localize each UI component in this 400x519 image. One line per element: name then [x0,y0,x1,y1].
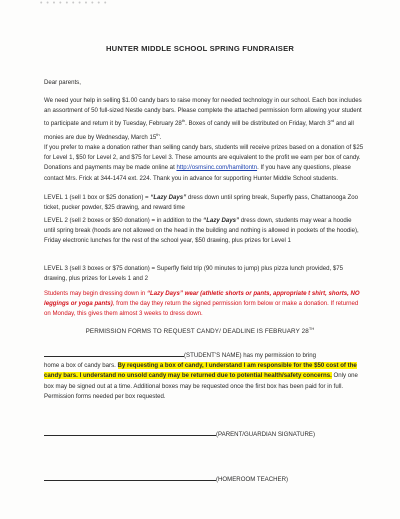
level-2-lazy-days: “Lazy Days” [203,217,240,224]
homeroom-teacher-field[interactable] [44,474,216,481]
donation-paragraph [44,143,364,184]
student-name-label: (STUDENT’S NAME) has my permission to bring [184,352,317,359]
homeroom-teacher-label: (HOMEROOM TEACHER) [216,476,288,483]
student-name-field[interactable] [44,350,184,357]
level-1-text-2: dress down until spring break, Superfly pass, Chattanooga Zoo ticket, pucker powder, $25 drawing, and reward time [44,194,358,212]
salutation: Dear parents, [44,79,81,86]
parent-signature-label: (PARENT/GUARDIAN SIGNATURE) [216,431,315,438]
faded-header-fragment: • • • • • • • • • • • [40,0,108,7]
level-2-text-2: dress down, students may wear a hoodie until spring break (hoods are not allowed on the head in the building and nothing is allowed in pockets of the hoodie), Friday electronic lunches for the rest of the school year, $50 drawing, plus prizes for Level 1 [44,217,359,245]
intro-text-3: and all monies are due by Wednesday, March 15 [44,120,354,141]
permission-text-2: Only one box may be signed out at a time. Additional boxes may be requested once the first box has been paid for in full. Permission forms needed per box requested. [44,372,358,400]
intro-sup-2: rd [330,118,335,124]
level-3-paragraph: LEVEL 3 (sell 3 boxes or $75 donation) = Superfly field trip (90 minutes to jump) plus pizza lunch provided, $75 drawing, plus prizes for Levels 1 and 2 [44,265,344,283]
level-2-text-1: LEVEL 2 (sell 2 boxes or $50 donation) = in addition to the [44,217,204,224]
forms-heading-text: PERMISSION FORMS TO REQUEST CANDY/ DEADLINE IS FEBRUARY 28 [85,328,309,336]
parent-signature-line [44,429,364,440]
rule-text-2: , from the day they return the signed permission form below or make a donation. If returned on Monday, this gives them almost 3 weeks to dress down. [44,300,359,318]
responsibility-highlight: By requesting a box of candy, I understand I am responsible for the $50 cost of the candy bars. I understand no unsold candy may be returned due to potential health/safety concerns. [44,362,357,380]
intro-sup-3: th [156,131,160,137]
permission-forms-heading [0,326,400,335]
donation-link[interactable]: http://osmsinc.com/hamiltontn [176,164,258,172]
rule-lazy-days: “Lazy Days” wear (athletic shorts or pants, appropriate t shirt, shorts, NO leggings or yoga pants) [44,290,360,308]
permission-paragraph [44,350,364,402]
intro-text-2: . Boxes of candy will be distributed on Friday, March 3 [185,120,331,128]
donation-text-2: . If you have any questions, please contact Mrs. Frick at 344-1474 ext. 224. Thank you in advance for supporting Hunter Middle School students. [44,164,351,182]
level-2-paragraph [44,216,364,247]
page-title: HUNTER MIDDLE SCHOOL SPRING FUNDRAISER [105,44,295,53]
parent-signature-field[interactable] [44,429,216,436]
dress-down-rule [44,289,364,320]
intro-text-4: . [159,133,162,141]
intro-sup-1: th [181,118,186,124]
permission-text-1: home a box of candy bars. [44,362,118,370]
forms-heading-sup: TH [308,326,315,331]
intro-text-1: We need your help in selling $1.00 candy bars to raise money for needed technology in our school. Each box includes an assortment of 50 full-sized Nestle candy bars. Please complete the attached permission form allowing your student to participate and return it by Tuesday, February 28 [44,97,362,128]
donation-text-1: If you prefer to make a donation rather than selling candy bars, students will receive prizes based on a donation of $25 for Level 1, $50 for Level 2, and $75 for Level 3. These amounts are equivalent to the profit we earn per box of candy. Donations and payments may be made online at [44,144,364,172]
level-1-lazy-days: “Lazy Days” [150,194,187,201]
level-1-text-1: LEVEL 1 (sell 1 box or $25 donation) = [44,194,151,201]
teacher-line [44,474,364,485]
intro-paragraph [44,96,364,143]
rule-text-1: Students may begin dressing down in [44,290,147,297]
level-1-paragraph [44,193,364,213]
